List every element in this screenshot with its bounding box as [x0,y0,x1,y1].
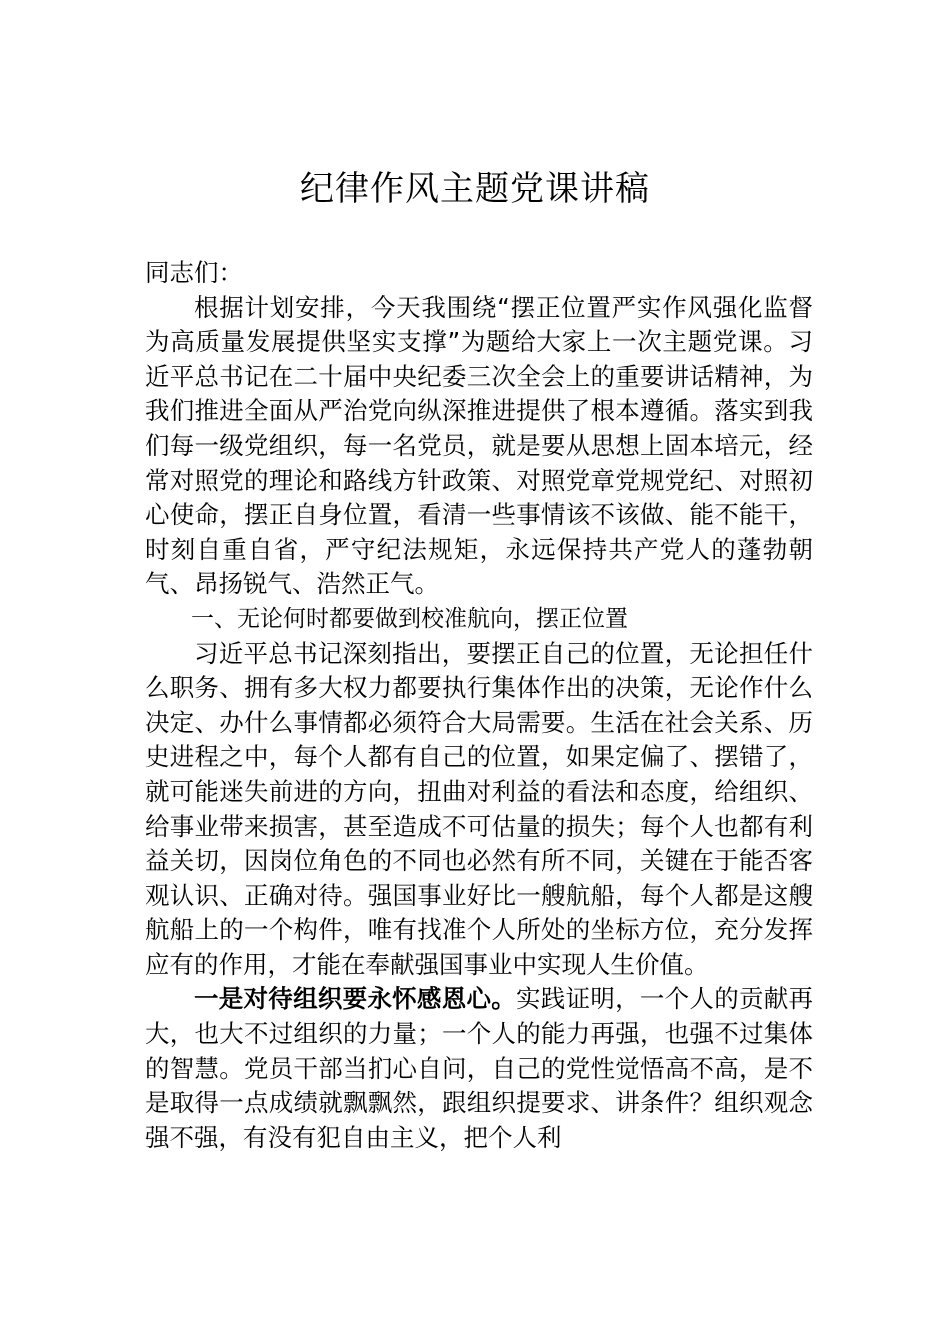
document-title: 纪律作风主题党课讲稿 [300,169,650,209]
point-1-lead: 一是对待组织要永怀感恩心。 [194,984,517,1014]
section-heading-1: 一、无论何时都要做到校准航向，摆正位置 [191,605,628,632]
document-body [145,256,813,1155]
paragraph-section-1: 习近平总书记深刻指出，要摆正自己的位置，无论担任什么职务、拥有多大权力都要执行集体作出的决策，无论作什么决定、办什么事情都必须符合大局需要。生活在社会关系、历史进程之中，每个人都有自己的位置，如果定偏了、摆错了，就可能迷失前进的方向，扭曲对利益的看法和态度，给组织、给事业带来损害，甚至造成不可估量的损失；每个人也都有利益关切，因岗位角色的不同也必然有所不同，关键在于能否客观认识、正确对待。强国事业好比一艘航船，每个人都是这艘航船上的一个构件，唯有找准个人所处的坐标方位，充分发挥应有的作用，才能在奉献强国事业中实现人生价值。 [145,638,813,979]
paragraph-intro: 根据计划安排，今天我围绕“摆正位置严实作风强化监督为高质量发展提供坚实支撑”为题给大家上一次主题党课。习近平总书记在二十届中央纪委三次全会上的重要讲话精神，为我们推进全面从严治党向纵深推进提供了根本遵循。落实到我们每一级党组织，每一名党员，就是要从思想上固本培元，经常对照党的理论和路线方针政策、对照党章党规党纪、对照初心使命，摆正自身位置，看清一些事情该不该做、能不能干，时刻自重自省，严守纪法规矩，永远保持共产党人的蓬勃朝气、昂扬锐气、浩然正气。 [145,292,813,599]
paragraph-point-1 [145,982,813,1155]
greeting: 同志们： [145,258,243,287]
point-1-text: 实践证明，一个人的贡献再大，也大不过组织的力量；一个人的能力再强，也强不过集体的智慧。党员干部当扪心自问，自己的党性觉悟高不高，是不是取得一点成绩就飘飘然，跟组织提要求、讲条件？组织观念强不强，有没有犯自由主义，把个人利 [145,984,814,1152]
